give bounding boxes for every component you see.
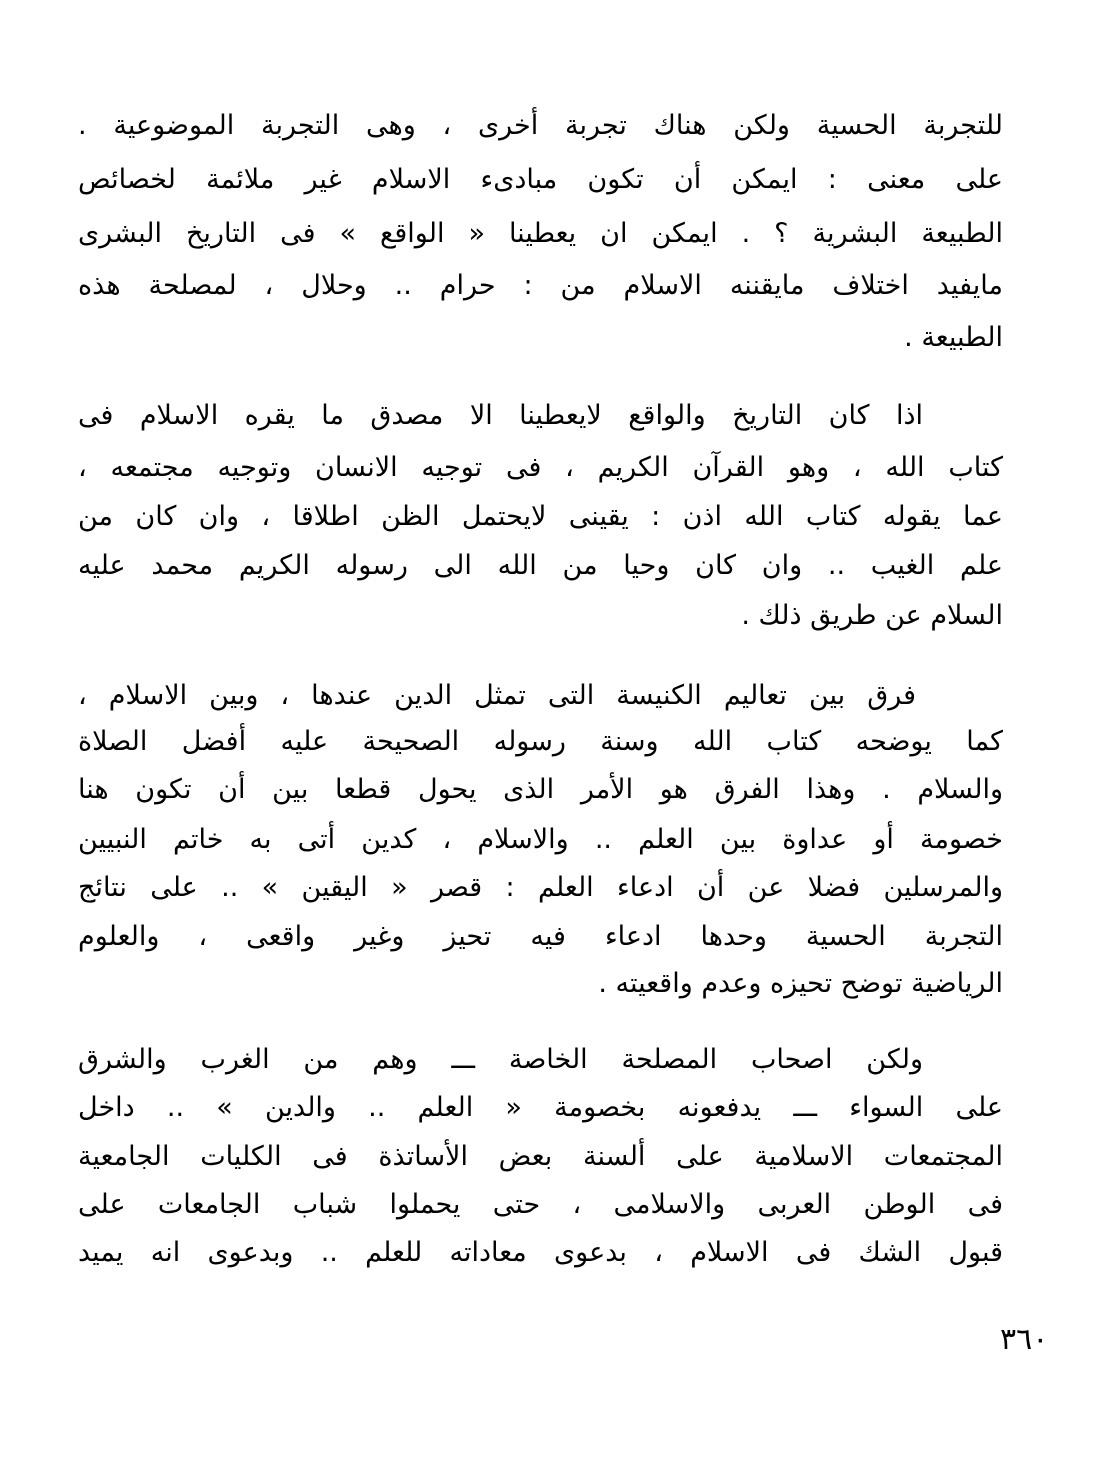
paragraph-2-line-2: كتاب الله ، وهو القرآن الكريم ، فى توجيه الانسان وتوجيه مجتمعه ،: [78, 452, 1003, 483]
paragraph-4-line-1: ولكن اصحاب المصلحة الخاصة ـــ وهم من الغرب والشرق: [78, 1044, 923, 1075]
paragraph-4-line-2: على السواء ـــ يدفعونه بخصومة « العلم .. والدين » .. داخل: [78, 1092, 1003, 1123]
paragraph-1-line-1: للتجربة الحسية ولكن هناك تجربة أخرى ، وهى التجربة الموضوعية .: [78, 110, 1003, 141]
paragraph-3-line-5: والمرسلين فضلا عن أن ادعاء العلم : قصر « اليقين » .. على نتائج: [78, 872, 1003, 903]
paragraph-4-line-5: قبول الشك فى الاسلام ، بدعوى معاداته للعلم .. وبدعوى انه يميد: [78, 1237, 1003, 1268]
paragraph-2-line-4: علم الغيب .. وان كان وحيا من الله الى رسوله الكريم محمد عليه: [78, 550, 1003, 581]
paragraph-1-line-5: الطبيعة .: [904, 322, 1003, 353]
paragraph-1-line-3: الطبيعة البشرية ؟ . ايمكن ان يعطينا « الواقع » فى التاريخ البشرى: [78, 218, 1003, 249]
page-number: ٣٦٠: [1000, 1322, 1049, 1357]
paragraph-1-line-2: على معنى : ايمكن أن تكون مبادىء الاسلام غير ملائمة لخصائص: [78, 164, 1003, 195]
paragraph-3-line-2: كما يوضحه كتاب الله وسنة رسوله الصحيحة عليه أفضل الصلاة: [78, 726, 1003, 757]
paragraph-3-line-4: خصومة أو عداوة بين العلم .. والاسلام ، كدين أتى به خاتم النبيين: [78, 824, 1003, 855]
paragraph-3-line-6: التجربة الحسية وحدها ادعاء فيه تحيز وغير واقعى ، والعلوم: [78, 921, 1003, 952]
paragraph-2-line-5: السلام عن طريق ذلك .: [741, 600, 1003, 631]
paragraph-3-line-3: والسلام . وهذا الفرق هو الأمر الذى يحول قطعا بين أن تكون هنا: [78, 774, 1003, 805]
paragraph-4-line-4: فى الوطن العربى والاسلامى ، حتى يحملوا شباب الجامعات على: [78, 1189, 1003, 1220]
paragraph-4-line-3: المجتمعات الاسلامية على ألسنة بعض الأساتذة فى الكليات الجامعية: [78, 1141, 1003, 1172]
paragraph-3-line-1: فرق بين تعاليم الكنيسة التى تمثل الدين عندها ، وبين الاسلام ،: [78, 680, 916, 711]
paragraph-3-line-7: الرياضية توضح تحيزه وعدم واقعيته .: [598, 968, 1003, 999]
paragraph-2-line-1: اذا كان التاريخ والواقع لايعطينا الا مصدق ما يقره الاسلام فى: [78, 400, 923, 431]
paragraph-1-line-4: مايفيد اختلاف مايقننه الاسلام من : حرام .. وحلال ، لمصلحة هذه: [78, 270, 1003, 301]
paragraph-2-line-3: عما يقوله كتاب الله اذن : يقينى لايحتمل الظن اطلاقا ، وان كان من: [78, 501, 1003, 532]
